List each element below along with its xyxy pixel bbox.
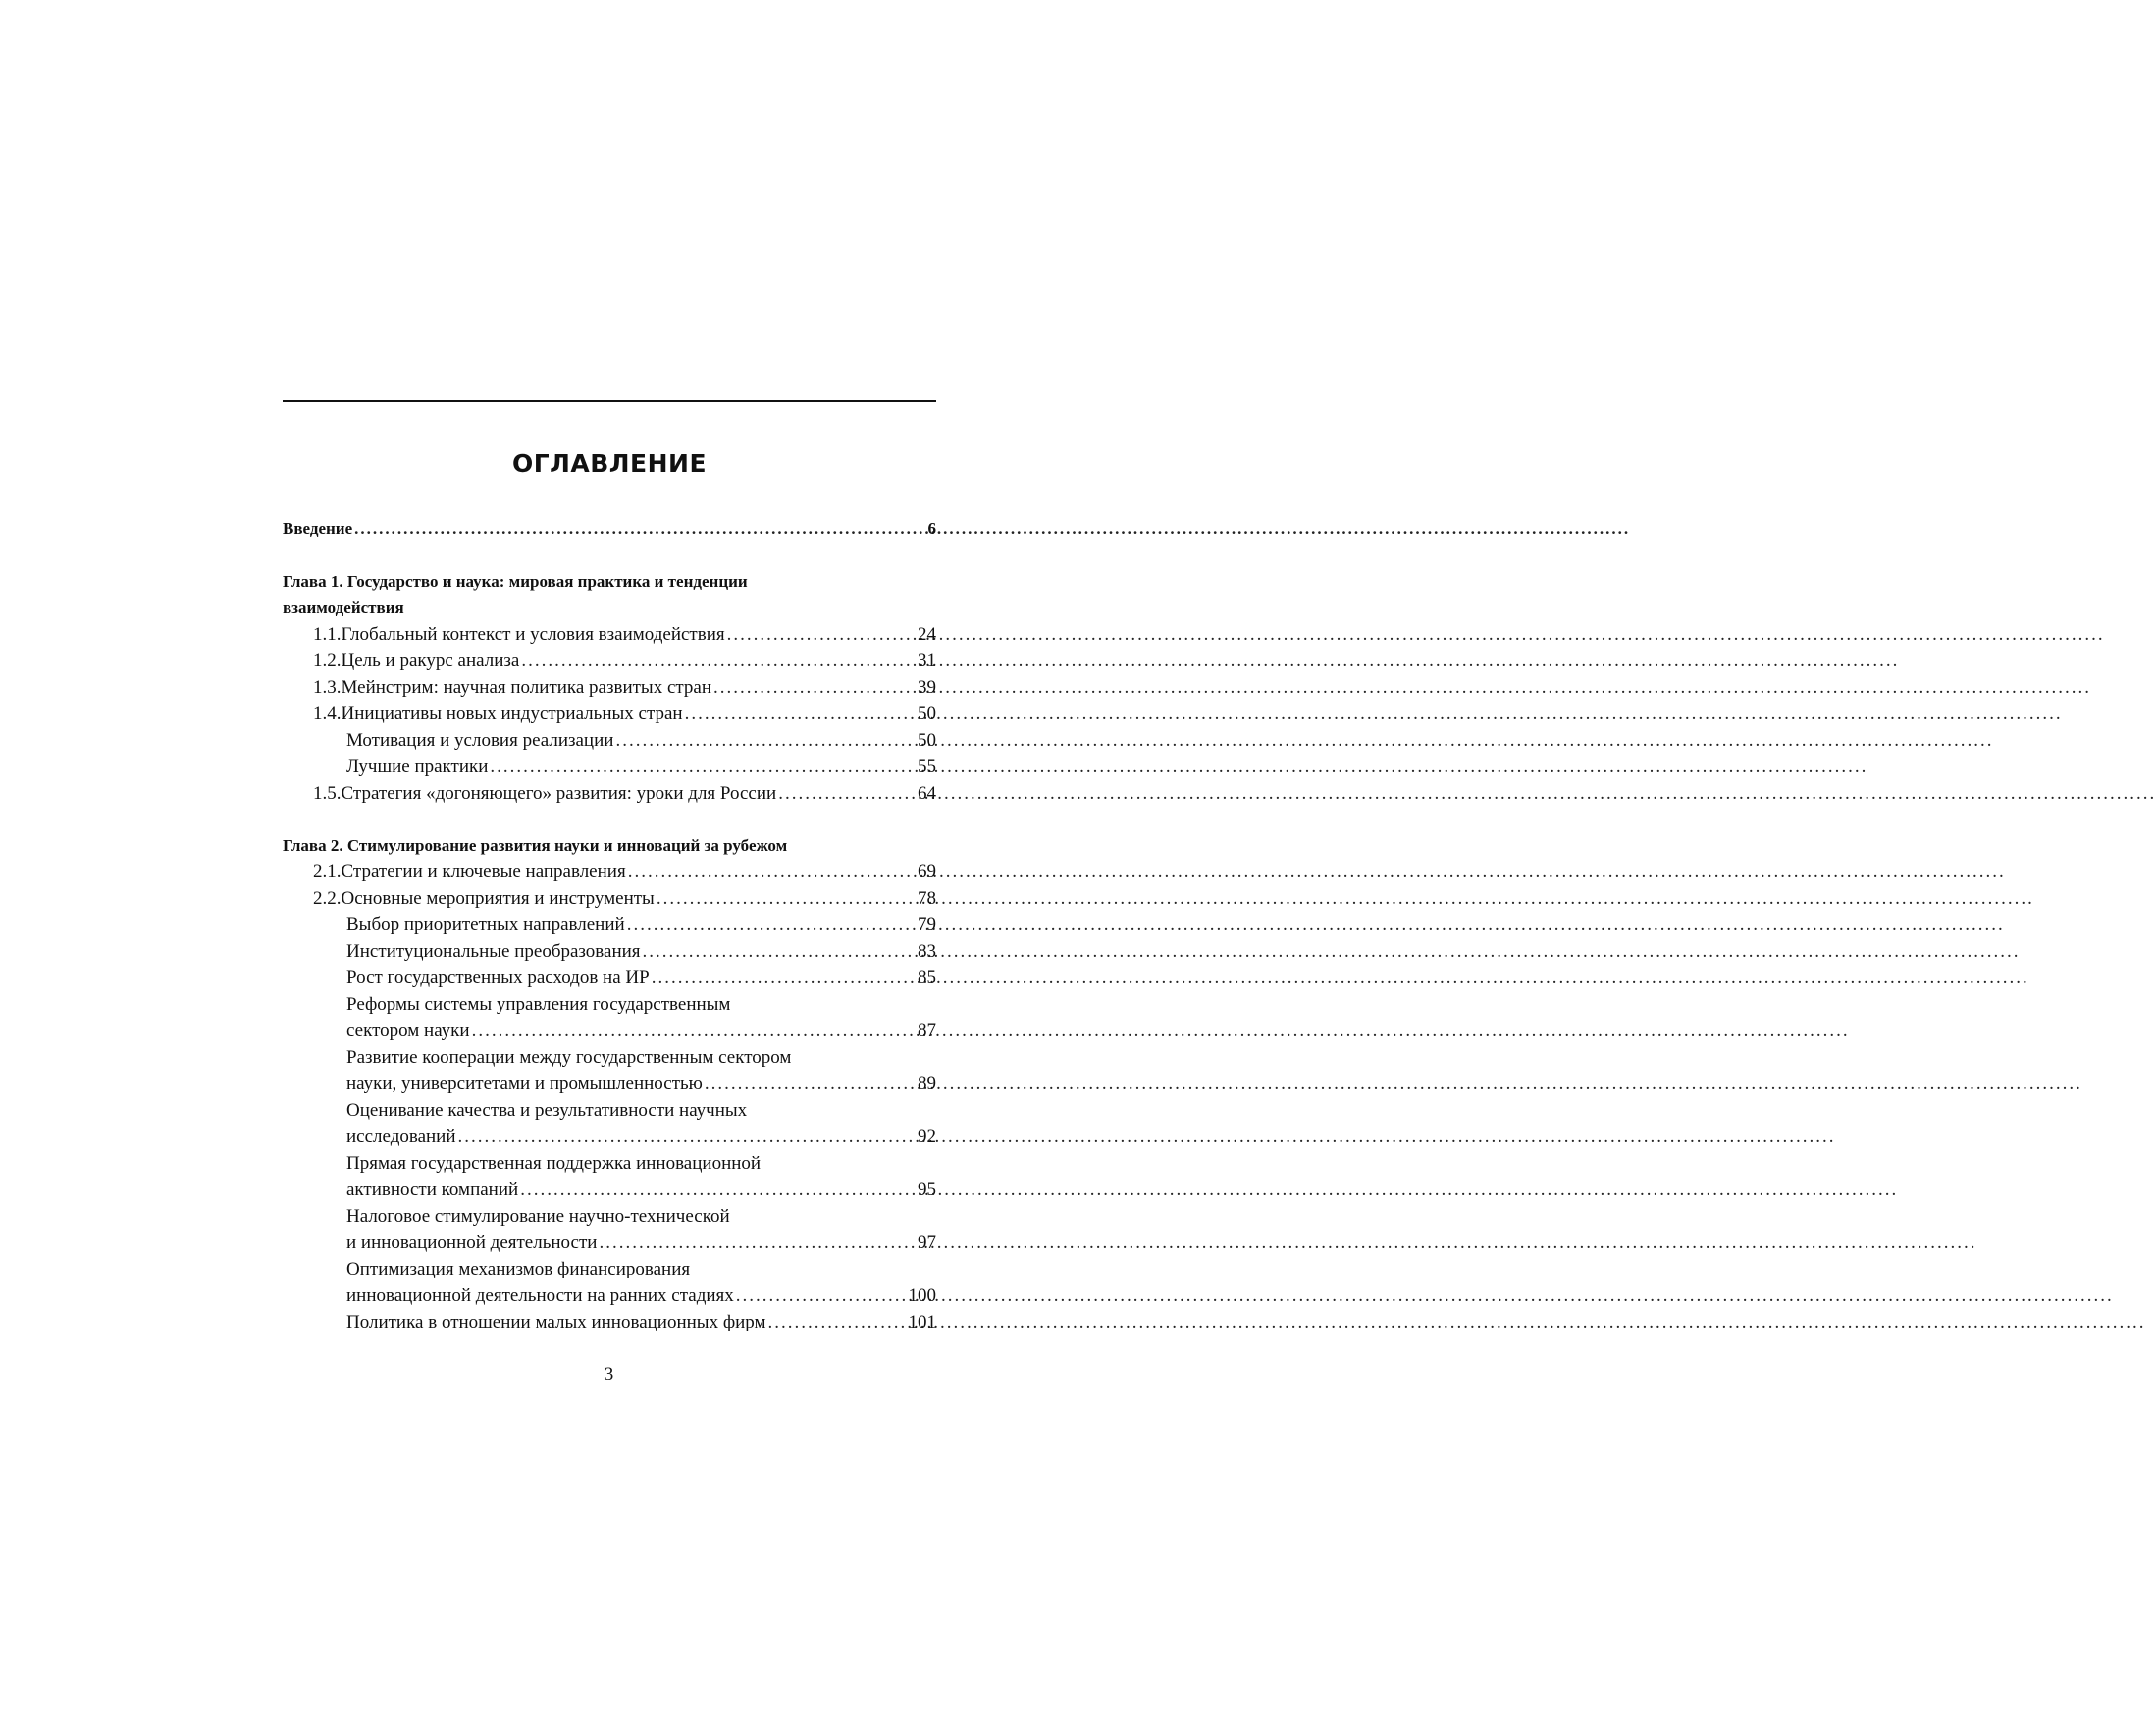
toc-label: Институциональные преобразования — [346, 941, 641, 962]
leader-dots — [652, 965, 916, 991]
toc-entry[interactable] — [283, 701, 936, 727]
leader-dots — [643, 938, 916, 965]
toc-entry-first-line[interactable]: Реформы системы управления государственным — [346, 994, 731, 1015]
top-rule — [283, 400, 936, 402]
toc-page-number: 78 — [918, 888, 936, 909]
toc-entry[interactable] — [283, 621, 936, 648]
toc-entry[interactable] — [283, 859, 936, 885]
section-number: 1.3. — [313, 677, 342, 698]
toc-page-number: 69 — [918, 861, 936, 882]
toc-page-number: 89 — [918, 1073, 936, 1094]
toc-page-number: 64 — [918, 783, 936, 804]
section-number: 1.1. — [313, 624, 342, 645]
leader-dots — [354, 515, 925, 542]
section-number: 1.2. — [313, 651, 342, 671]
toc-entry-first-line[interactable]: Развитие кооперации между государственным сектором — [346, 1047, 792, 1068]
toc-entry[interactable] — [283, 754, 936, 780]
toc-label: Политика в отношении малых инновационных фирм — [346, 1312, 766, 1332]
toc-page-number: 83 — [918, 941, 936, 962]
toc-page-number: 6 — [927, 519, 936, 538]
toc-label: Лучшие практики — [346, 757, 489, 777]
toc-entry[interactable] — [283, 780, 936, 807]
toc-label: Рост государственных расходов на ИР — [346, 967, 650, 988]
leader-dots — [599, 1229, 916, 1256]
toc-entry[interactable] — [283, 1018, 936, 1044]
toc-entry[interactable] — [283, 885, 936, 912]
chapter-2-title[interactable]: Глава 2. Стимулирование развития науки и инноваций за рубежом — [283, 836, 788, 855]
section-number: 2.2. — [313, 888, 342, 909]
toc-entry[interactable] — [283, 1070, 936, 1097]
section-number: 2.1. — [313, 861, 342, 882]
toc-label: Введение — [283, 519, 353, 538]
toc-label: активности компаний — [346, 1179, 519, 1200]
toc-entry[interactable] — [283, 648, 936, 674]
toc-page-number: 97 — [918, 1232, 936, 1253]
toc-entry[interactable] — [283, 938, 936, 965]
leader-dots — [705, 1070, 916, 1097]
toc-page-number: 79 — [918, 914, 936, 935]
section-number: 1.5. — [313, 783, 342, 804]
leader-dots — [628, 859, 916, 885]
toc-page-number: 95 — [918, 1179, 936, 1200]
toc-label: Стратегия «догоняющего» развития: уроки для России — [341, 783, 777, 804]
toc-page-number: 50 — [918, 730, 936, 751]
toc-entry-first-line[interactable]: Оптимизация механизмов финансирования — [346, 1259, 691, 1279]
toc-page-number: 31 — [918, 651, 936, 671]
toc-entry-first-line[interactable]: Оценивание качества и результативности научных — [346, 1100, 748, 1121]
toc-label: Глобальный контекст и условия взаимодействия — [341, 624, 725, 645]
toc-page-number: 55 — [918, 757, 936, 777]
toc-label: Основные мероприятия и инструменты — [341, 888, 655, 909]
page-title: ОГЛАВЛЕНИЕ — [511, 449, 708, 478]
leader-dots — [778, 780, 916, 807]
toc-page-number: 100 — [908, 1285, 936, 1306]
toc-page-number: 92 — [918, 1126, 936, 1147]
spacer — [283, 542, 936, 568]
toc-label: Стратегии и ключевые направления — [341, 861, 626, 882]
leader-dots — [521, 648, 916, 674]
leader-dots — [627, 912, 916, 938]
chapter-1-title-continued[interactable]: взаимодействия — [283, 599, 404, 617]
spacer — [283, 807, 936, 832]
toc-page-number: 50 — [918, 704, 936, 724]
toc-entry[interactable] — [283, 727, 936, 754]
toc-label: и инновационной деятельности — [346, 1232, 598, 1253]
leader-dots — [768, 1309, 907, 1335]
leader-dots — [736, 1282, 907, 1309]
toc-entry[interactable] — [283, 965, 936, 991]
leader-dots — [615, 727, 916, 754]
toc-page — [283, 400, 936, 1335]
toc-entry[interactable] — [283, 1176, 936, 1203]
toc-label: Мейнстрим: научная политика развитых стран — [341, 677, 712, 698]
table-of-contents — [283, 515, 936, 1335]
toc-label: сектором науки — [346, 1020, 470, 1041]
toc-page-number: 39 — [918, 677, 936, 698]
toc-entry[interactable] — [283, 674, 936, 701]
leader-dots — [472, 1018, 916, 1044]
toc-page-number: 101 — [908, 1312, 936, 1332]
toc-entry-intro[interactable] — [283, 515, 936, 542]
section-number: 1.4. — [313, 704, 342, 724]
toc-entry[interactable] — [283, 912, 936, 938]
leader-dots — [458, 1123, 916, 1150]
toc-label: Выбор приоритетных направлений — [346, 914, 625, 935]
leader-dots — [490, 754, 916, 780]
leader-dots — [657, 885, 916, 912]
toc-entry[interactable] — [283, 1229, 936, 1256]
toc-label: Цель и ракурс анализа — [341, 651, 520, 671]
toc-entry[interactable] — [283, 1123, 936, 1150]
leader-dots — [520, 1176, 916, 1203]
toc-entry[interactable] — [283, 1309, 936, 1335]
toc-label: инновационной деятельности на ранних стадиях — [346, 1285, 734, 1306]
chapter-1-title[interactable]: Глава 1. Государство и наука: мировая практика и тенденции — [283, 572, 748, 591]
leader-dots — [713, 674, 916, 701]
toc-label: Инициативы новых индустриальных стран — [341, 704, 683, 724]
toc-entry-first-line[interactable]: Налоговое стимулирование научно-технической — [346, 1206, 730, 1226]
toc-entry-first-line[interactable]: Прямая государственная поддержка инновационной — [346, 1153, 762, 1174]
toc-page-number: 24 — [918, 624, 936, 645]
leader-dots — [727, 621, 916, 648]
toc-label: исследований — [346, 1126, 456, 1147]
page-number: 3 — [604, 1364, 614, 1384]
toc-page-number: 87 — [918, 1020, 936, 1041]
toc-label: науки, университетами и промышленностью — [346, 1073, 703, 1094]
toc-label: Мотивация и условия реализации — [346, 730, 614, 751]
leader-dots — [685, 701, 916, 727]
toc-page-number: 85 — [918, 967, 936, 988]
toc-entry[interactable] — [283, 1282, 936, 1309]
